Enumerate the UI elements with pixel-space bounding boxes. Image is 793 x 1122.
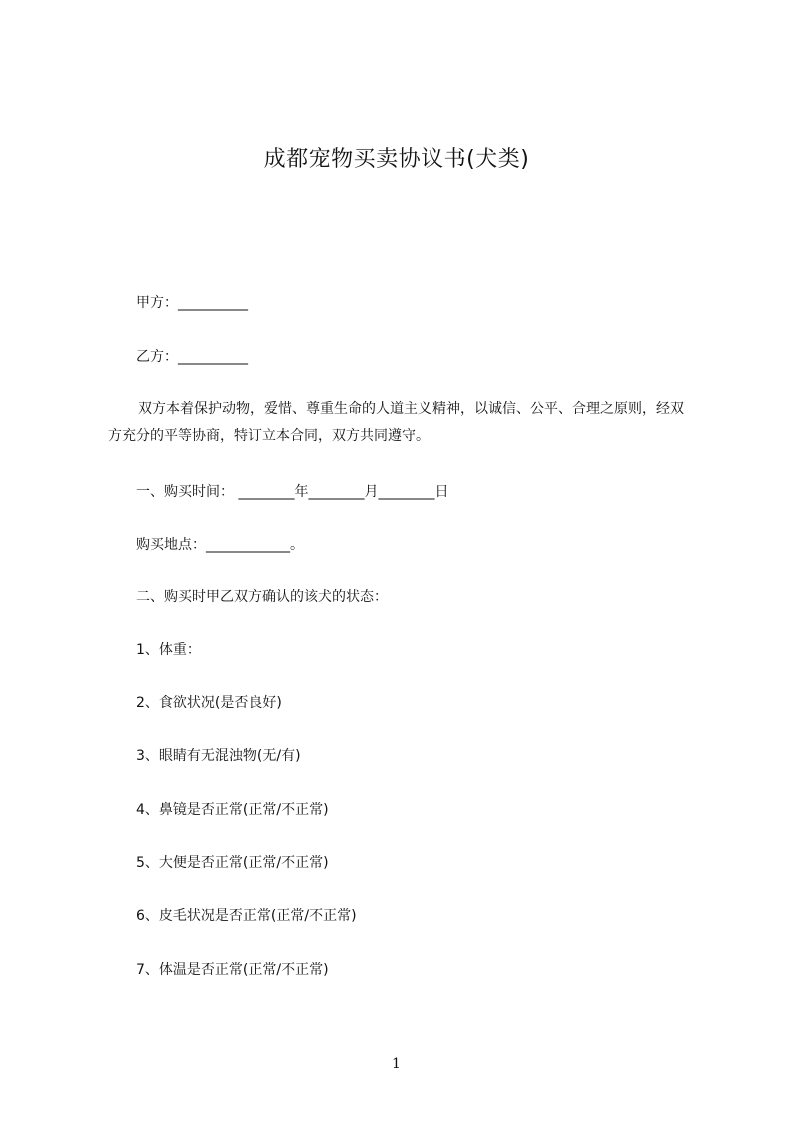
list-item: 5、大便是否正常(正常/不正常) (136, 855, 329, 871)
list-item: 2、食欲状况(是否良好) (136, 695, 282, 711)
list-item: 3、眼睛有无混浊物(无/有) (136, 748, 301, 764)
section-2-title: 二、购买时甲乙双方确认的该犬的状态： (136, 589, 388, 605)
page-number: 1 (392, 1056, 401, 1072)
intro-paragraph: 双方本着保护动物，爱惜、尊重生命的人道主义精神，以诚信、公平、合理之原则，经双方充分的平等协商，特订立本合同，双方共同遵守。 (108, 401, 684, 444)
list-item: 1、体重： (136, 642, 201, 658)
purchase-time-line: 一、购买时间： ________年________月________日 (136, 484, 449, 500)
document-title: 成都宠物买卖协议书(犬类) (263, 147, 530, 172)
party-b-line: 乙方：__________ (136, 349, 248, 365)
list-item: 6、皮毛状况是否正常(正常/不正常) (136, 908, 357, 924)
list-item: 7、体温是否正常(正常/不正常) (136, 962, 329, 978)
purchase-location-line: 购买地点：____________。 (136, 537, 304, 553)
list-item: 4、鼻镜是否正常(正常/不正常) (136, 802, 329, 818)
party-a-line: 甲方：__________ (136, 295, 248, 311)
